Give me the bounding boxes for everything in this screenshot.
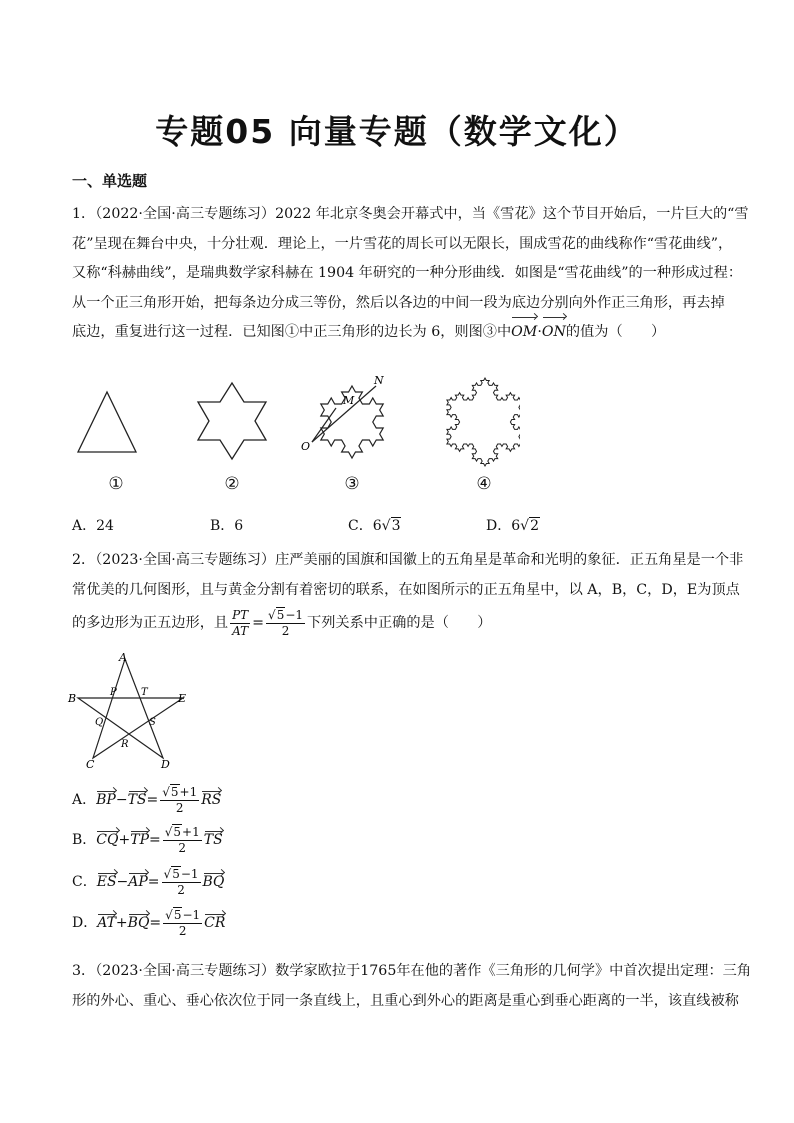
pentagram-figure bbox=[66, 650, 196, 770]
star-label-b: B bbox=[68, 692, 77, 705]
sqrt-icon: √ bbox=[520, 518, 530, 534]
figure-4-snowflake bbox=[447, 378, 520, 466]
star-label-p: P bbox=[110, 687, 117, 698]
star-label-c: C bbox=[86, 758, 95, 770]
star-label-d: D bbox=[161, 758, 170, 770]
star-label-a: A bbox=[119, 651, 127, 664]
dot-operator: · bbox=[537, 324, 542, 340]
pentagram bbox=[78, 659, 183, 758]
q2-option-c[interactable]: C．ES−AP= $\frac{√5-1}{2}$ BQ bbox=[72, 867, 225, 897]
q1-line-4: 从一个正三角形开始，把每条边分成三等份，然后以各边的中间一段为底边分别向外作正三角形，再去掉 bbox=[72, 294, 725, 311]
caption-figure-4: ④ bbox=[476, 474, 492, 494]
section-heading: 一、单选题 bbox=[72, 172, 148, 190]
q1-option-d[interactable]: D．6√2 bbox=[486, 518, 539, 534]
caption-figure-1: ① bbox=[108, 474, 124, 494]
q1-option-b[interactable]: B．6 bbox=[210, 518, 244, 534]
q3-line-1: 3．（2023·全国·高三专题练习）数学家欧拉于1765年在他的著作《三角形的几何学》中首次提出定理：三角 bbox=[72, 963, 752, 979]
label-m: M bbox=[343, 394, 355, 407]
golden-ratio: $\frac{√5-1}{2}$ bbox=[268, 608, 304, 638]
q2-line-2: 常优美的几何图形，且与黄金分割有着密切的联系，在如图所示的正五角星中，以 A，B，C，D，E为顶点 bbox=[72, 581, 740, 598]
q1-line-3: 又称“科赫曲线”，是瑞典数学家科赫在 1904 年研究的一种分形曲线．如图是“雪花曲线”的一种形成过程： bbox=[72, 265, 743, 281]
q1-option-a[interactable]: A．24 bbox=[72, 518, 114, 534]
q2-line-1: 2．（2023·全国·高三专题练习）庄严美丽的国旗和国徽上的五角星是革命和光明的象征．正五角星是一个非 bbox=[72, 552, 744, 568]
figure-3-snowflake bbox=[301, 374, 384, 458]
caption-figure-2: ② bbox=[224, 474, 240, 494]
q2-line-3: 的多边形为正五边形，且 $\frac{PT}{AT}$ = $\frac{√5-1}{2}$ 下列关系中正确的是（ ） bbox=[72, 607, 492, 638]
ratio-pt-at: $\frac{PT}{AT}$ bbox=[232, 607, 249, 638]
question-1 bbox=[72, 200, 749, 348]
label-n: N bbox=[374, 374, 384, 387]
star-label-s: S bbox=[149, 717, 156, 728]
page-title: 专题05 向量专题（数学文化） bbox=[155, 112, 639, 151]
q2-option-a[interactable]: A．BP−TS= $\frac{√5+1}{2}$ RS bbox=[72, 785, 222, 815]
star-label-e: E bbox=[178, 692, 187, 705]
sqrt-icon: √ bbox=[381, 518, 391, 534]
q1-line-1: 1．（2022·全国·高三专题练习）2022 年北京冬奥会开幕式中，当《雪花》这个节目开始后，一片巨大的“雪 bbox=[72, 206, 749, 222]
star-label-r: R bbox=[121, 739, 129, 750]
figure-1-triangle bbox=[78, 392, 136, 452]
q3-line-2: 形的外心、重心、垂心依次位于同一条直线上，且重心到外心的距离是重心到垂心距离的一半，该直线被称 bbox=[72, 992, 739, 1009]
figure-2-star bbox=[198, 383, 266, 459]
question-2 bbox=[72, 546, 744, 643]
q1-line-5: 底边，重复进行这一过程．已知图①中正三角形的边长为 6，则图③中OM·ON的值为（ ） bbox=[72, 318, 724, 348]
vector-om: OM bbox=[511, 318, 537, 348]
vector-on: ON bbox=[542, 318, 566, 348]
q2-option-d[interactable]: D．AT+BQ= $\frac{√5-1}{2}$ CR bbox=[72, 908, 226, 938]
star-label-q: Q bbox=[95, 717, 104, 728]
label-o: O bbox=[301, 440, 311, 453]
q1-option-c[interactable]: C．6√3 bbox=[348, 518, 401, 534]
q2-option-b[interactable]: B．CQ+TP= $\frac{√5+1}{2}$ TS bbox=[72, 825, 223, 855]
question-3 bbox=[72, 957, 752, 1016]
q1-line-2: 花”呈现在舞台中央，十分壮观．理论上，一片雪花的周长可以无限长，围成雪花的曲线称作“雪花曲线”， bbox=[72, 235, 733, 252]
caption-figure-3: ③ bbox=[344, 474, 360, 494]
star-label-t: T bbox=[141, 687, 148, 698]
segment-om bbox=[312, 408, 336, 442]
